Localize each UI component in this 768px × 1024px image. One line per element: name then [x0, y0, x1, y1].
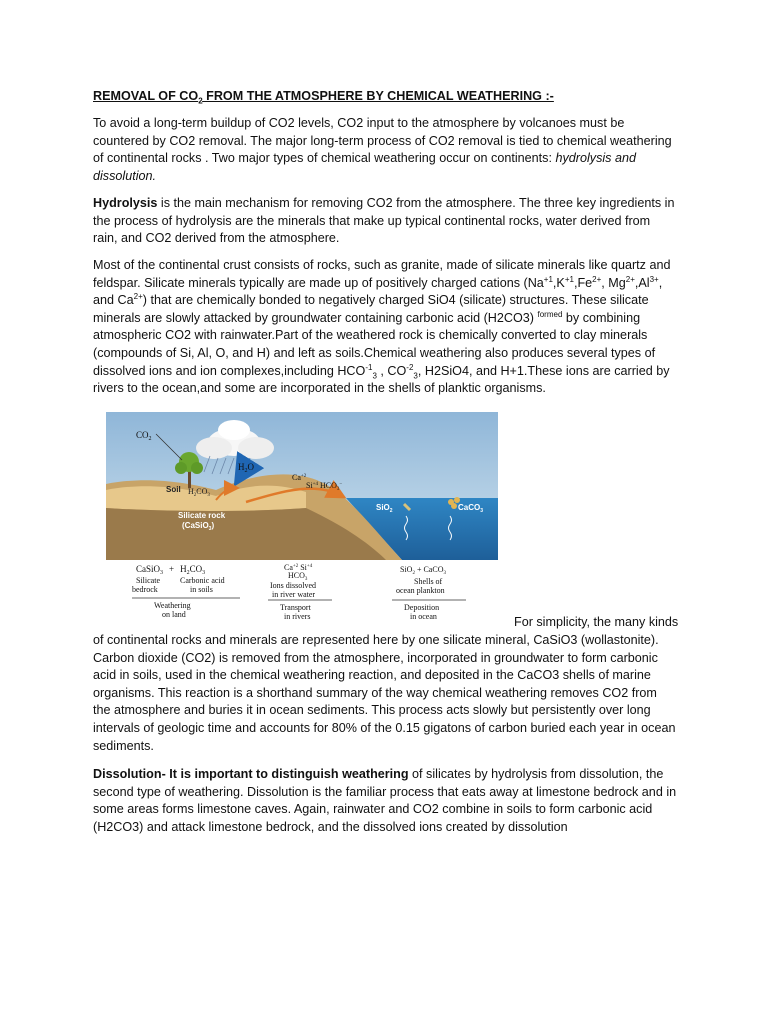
svg-text:on land: on land: [162, 610, 186, 619]
svg-text:Carbonic acid: Carbonic acid: [180, 576, 225, 585]
svg-text:bedrock: bedrock: [132, 585, 158, 594]
svg-text:Weathering: Weathering: [154, 601, 191, 610]
figure-caption-lead: For simplicity, the many kinds: [514, 615, 679, 629]
svg-text:in ocean: in ocean: [410, 612, 437, 621]
weathering-diagram: [106, 412, 498, 624]
paragraph-intro: To avoid a long-term buildup of CO2 levels, CO2 input to the atmosphere by volcanoes must be countered by CO2 removal. The major long-term process of CO2 removal is tied to chemical weathering of continental rocks . Two major types of chemical weathering occur on continents: hydrolysis and dissolution.: [93, 116, 672, 183]
paragraph-dissolution: Dissolution- It is important to distinguish weathering of silicates by hydrolysis from dissolution, the second type of weathering. Dissolution is the familiar process that eats away at limestone bedrock and in some areas forms limestone caves. Again, rainwater and CO2 combine in soils to form carbonic acid (H2CO3) and attack limestone bedrock, and the dissolved ions created by dissolution: [93, 767, 677, 834]
svg-text:CaCO3: CaCO$_3$: [458, 503, 484, 514]
svg-text:in river water: in river water: [272, 590, 316, 599]
paragraph-hydrolysis: Hydrolysis is the main mechanism for removing CO2 from the atmosphere. The three key ingredients in the process of hydrolysis are the minerals that make up typical continental rocks, water derived from rain, and CO2 derived from the atmosphere.: [93, 196, 675, 246]
svg-text:(CaSiO3): (CaSiO$_3$): [182, 521, 215, 532]
svg-text:H2CO3: $H_2CO_3$: [188, 487, 210, 498]
svg-text:SiO2: SiO$_2$: [376, 503, 393, 514]
paragraph-crust: Most of the continental crust consists of rocks, such as granite, made of silicate minerals like quartz and feldspar. Silicate minerals typically are made up of positively charged cations ($Na^{+1},K^{+1},Fe^{2+}$, $Mg^{2+},Al^{3+}$, and $Ca^{2+}$) that are chemically bonded to negatively charged SiO4 (silicate) structures. These silicate minerals are slowly attacked by groundwater containing carbonic acid (H2CO3) $^{formed}$ by combining atmospheric CO2 with rainwater.Part of the weathered rock is chemically converted to clay minerals (compounds of Si, Al, O, and H) and left as soils.Chemical weathering also produces several types of dissolved ions and ion complexes,including $HCO^{-1}_3$ , $CO^{-2}_3$, H2SiO4, and H+1.These ions are carried by rivers to the ocean,and some are incorporated in the shells of planktic organisms.: [93, 258, 671, 396]
svg-text:CO2: $CO_2$: [136, 430, 152, 442]
title-text-rest: FROM THE ATMOSPHERE BY CHEMICAL WEATHERING :-: [202, 89, 554, 103]
italic-phrase: hydrolysis and dissolution.: [93, 151, 636, 183]
svg-text:Deposition: Deposition: [404, 603, 440, 612]
svg-text:Ca+2 Si+4: $Ca^{+2}$ $Si^{+4}$: [284, 563, 313, 572]
title-text: REMOVAL OF CO: [93, 89, 199, 103]
svg-text:Silicate: Silicate: [136, 576, 160, 585]
svg-text:Silicate rock: Silicate rock: [178, 511, 226, 520]
svg-text:SiO2+ CaCO3: SiO$_2$ + CaCO$_3$: [400, 565, 446, 576]
svg-text:in rivers: in rivers: [284, 612, 311, 621]
title-subscript: 2: [198, 96, 203, 106]
term-hydrolysis: Hydrolysis: [93, 196, 158, 210]
svg-text:Ions dissolved: Ions dissolved: [270, 581, 316, 590]
svg-text:in soils: in soils: [190, 585, 213, 594]
term-dissolution: Dissolution- It is important to distinguish weathering: [93, 767, 409, 781]
svg-text:H2O: $H_2O$: [238, 462, 254, 474]
svg-text:HCO3: $HCO_3$: [288, 571, 308, 582]
svg-text:Ca+2: $Ca^{+2}$: [292, 473, 307, 482]
svg-text:Transport: Transport: [280, 603, 311, 612]
diagram-svg: [106, 412, 498, 624]
svg-text:Si+4 HCO3−: $Si^{+4}$ $HCO_3^-$: [306, 481, 343, 492]
paragraph-caption: of continental rocks and minerals are represented here by one silicate mineral, CaSiO3 (wollastonite). Carbon dioxide (CO2) is removed from the atmosphere, incorporated in groundwater to form carbonic acid in soils, used in the chemical weathering reaction, and deposited in the CaCO3 shells of marine organisms. This reaction is a shorthand summary of the way chemical weathering removes CO2 from the atmosphere and buries it in ocean sediments. This process acts slowly but persistently over long intervals of geologic time and accounts for 80% of the 0.15 gigatons of carbon buried each year in ocean sediments.: [93, 633, 676, 753]
svg-text:Shells of: Shells of: [414, 577, 443, 586]
svg-text:CaSiO3+H2CO3: CaSiO$_3$ + $H_2CO_3$: [136, 564, 206, 576]
svg-text:ocean plankton: ocean plankton: [396, 586, 445, 595]
svg-text:Soil: Soil: [166, 485, 181, 494]
section-title: [93, 88, 677, 106]
